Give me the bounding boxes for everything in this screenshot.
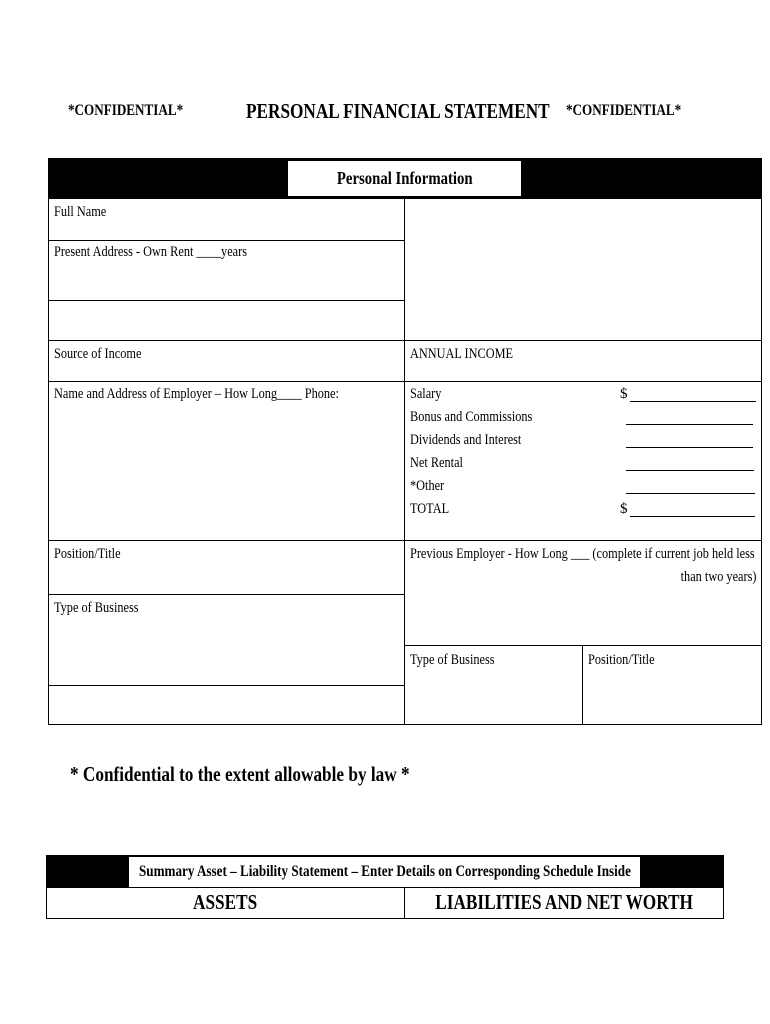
confidential-left: *CONFIDENTIAL*: [68, 102, 184, 119]
income-row-net-rental[interactable]: [410, 452, 756, 475]
row-divider: [48, 540, 762, 541]
row-divider: [48, 340, 762, 341]
dividends-label: Dividends and Interest: [410, 432, 522, 448]
income-row-bonus[interactable]: [410, 406, 756, 429]
right-blank-field[interactable]: [405, 200, 761, 339]
income-row-dividends[interactable]: [410, 429, 756, 452]
bonus-label: Bonus and Commissions: [410, 409, 533, 425]
dollar-sign: $: [620, 501, 628, 517]
income-row-total[interactable]: [410, 498, 756, 521]
other-amount-line[interactable]: [626, 493, 755, 494]
liabilities-heading: LIABILITIES AND NET WORTH: [435, 890, 694, 914]
prev-position-title-field[interactable]: Position/Title: [588, 652, 655, 668]
prev-type-of-business-field[interactable]: Type of Business: [410, 652, 495, 668]
total-amount-line[interactable]: [630, 516, 755, 517]
salary-label: Salary: [410, 386, 442, 402]
full-name-field[interactable]: Full Name: [54, 204, 107, 220]
dollar-sign: $: [620, 386, 628, 402]
net-rental-label: Net Rental: [410, 455, 463, 471]
section-title: Personal Information: [287, 160, 522, 197]
other-label: *Other: [410, 478, 445, 494]
position-title-field[interactable]: Position/Title: [54, 546, 121, 562]
employer-field[interactable]: Name and Address of Employer – How Long____ Phone:: [54, 386, 339, 402]
salary-amount-line[interactable]: [630, 401, 756, 402]
present-address-field[interactable]: Present Address - Own Rent ____years: [54, 244, 248, 260]
dividends-amount-line[interactable]: [626, 447, 753, 448]
previous-employer-divider: [582, 646, 583, 725]
type-of-business-field[interactable]: Type of Business: [54, 600, 139, 616]
annual-income-label: ANNUAL INCOME: [410, 346, 514, 362]
page-title: PERSONAL FINANCIAL STATEMENT: [246, 99, 550, 123]
net-rental-amount-line[interactable]: [626, 470, 754, 471]
row-divider: [48, 381, 762, 382]
extra-line-field[interactable]: [49, 686, 403, 724]
previous-employer-field[interactable]: Previous Employer - How Long ___ (complete if current job held less: [410, 546, 755, 562]
total-label: TOTAL: [410, 501, 450, 517]
income-row-salary[interactable]: [410, 383, 756, 406]
row-divider: [404, 645, 762, 646]
bonus-amount-line[interactable]: [626, 424, 753, 425]
income-row-other[interactable]: [410, 475, 756, 498]
confidential-right: *CONFIDENTIAL*: [566, 102, 682, 119]
summary-title: Summary Asset – Liability Statement – Enter Details on Corresponding Schedule Inside: [129, 857, 640, 887]
assets-heading: ASSETS: [192, 890, 258, 914]
source-of-income-field[interactable]: Source of Income: [54, 346, 142, 362]
address-line-2-field[interactable]: [49, 301, 403, 339]
confidential-note: * Confidential to the extent allowable by law *: [70, 762, 410, 786]
previous-employer-note: than two years): [680, 569, 756, 585]
row-divider: [48, 594, 404, 595]
